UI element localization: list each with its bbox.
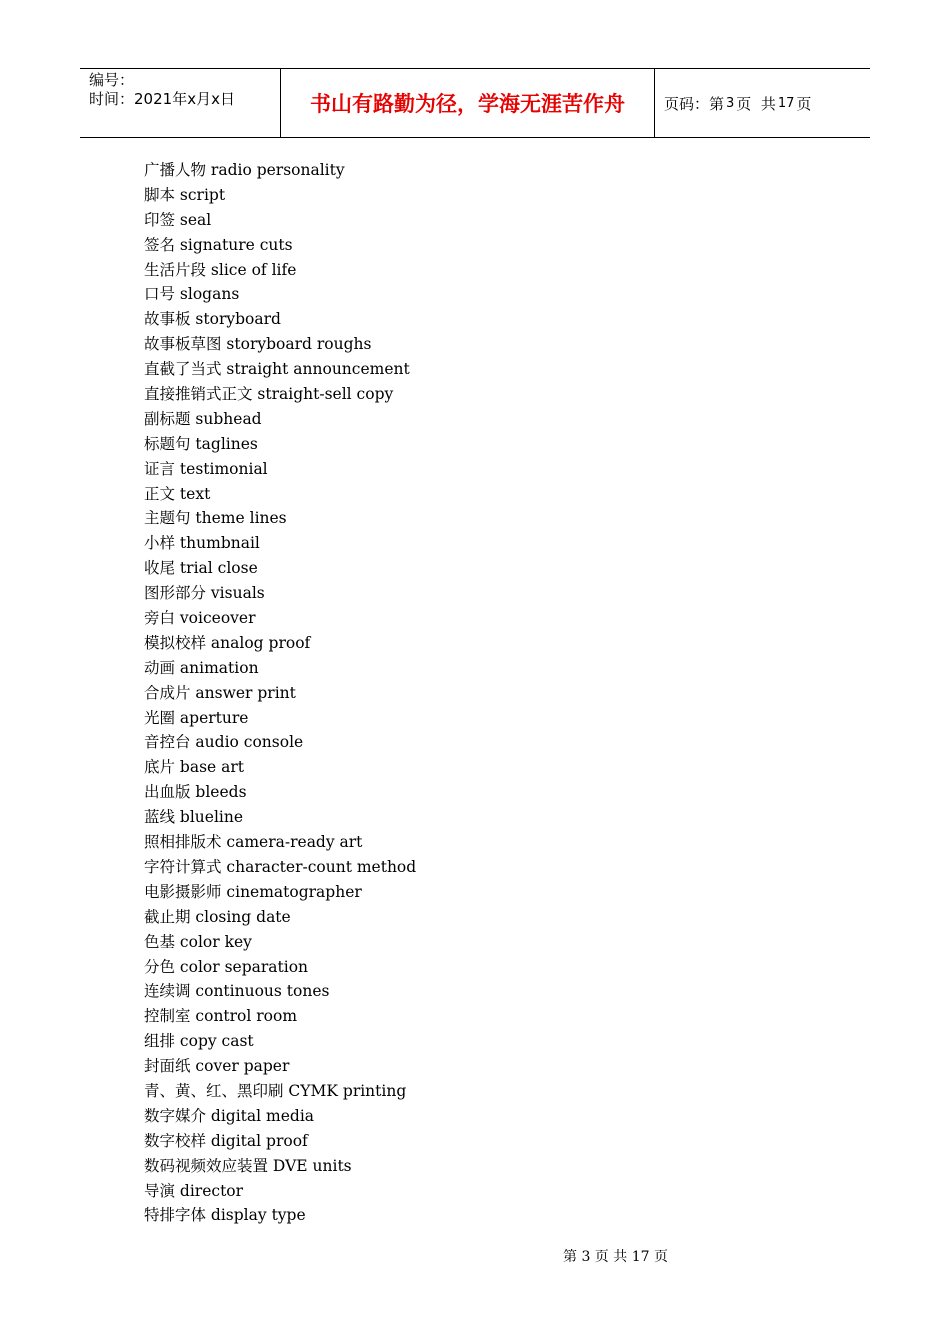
glossary-entry: 电影摄影师 cinematographer bbox=[144, 882, 362, 901]
glossary-entry: 照相排版术 camera-ready art bbox=[144, 833, 363, 852]
glossary-entry: 模拟校样 analog proof bbox=[144, 633, 311, 652]
date-value: 2021年x月x日 bbox=[134, 90, 235, 108]
glossary-entry: 副标题 subhead bbox=[144, 409, 262, 428]
page-unit: 页 bbox=[736, 94, 752, 113]
code-label: 编号： bbox=[89, 71, 135, 89]
glossary-entry: 数字校样 digital proof bbox=[144, 1131, 308, 1150]
glossary-entry: 收尾 trial close bbox=[144, 559, 258, 578]
glossary-entry: 正文 text bbox=[144, 484, 211, 503]
glossary-entry: 故事板 storyboard bbox=[144, 310, 281, 329]
page-label: 页码：第 bbox=[664, 94, 725, 113]
glossary-entry: 合成片 answer print bbox=[144, 683, 296, 702]
header-meta bbox=[80, 69, 281, 137]
glossary-entry: 印签 seal bbox=[144, 210, 212, 229]
glossary-entry: 连续调 continuous tones bbox=[144, 982, 330, 1001]
glossary-entry: 主题句 theme lines bbox=[144, 509, 287, 528]
glossary-entry: 底片 base art bbox=[144, 758, 245, 777]
glossary-entry: 直截了当式 straight announcement bbox=[144, 360, 410, 379]
glossary-entry: 图形部分 visuals bbox=[144, 584, 265, 603]
glossary-entry: 音控台 audio console bbox=[144, 733, 304, 752]
glossary-entry: 签名 signature cuts bbox=[144, 235, 293, 254]
glossary-entry: 证言 testimonial bbox=[144, 459, 268, 478]
glossary-entry: 分色 color separation bbox=[144, 957, 309, 976]
glossary-entry: 控制室 control room bbox=[144, 1007, 298, 1026]
glossary-entry: 旁白 voiceover bbox=[144, 609, 256, 628]
glossary-entry: 字符计算式 character-count method bbox=[144, 857, 417, 876]
glossary-entry: 出血版 bleeds bbox=[144, 783, 247, 802]
glossary-entry: 截止期 closing date bbox=[144, 907, 291, 926]
glossary-entry: 直接推销式正文 straight-sell copy bbox=[144, 385, 394, 404]
glossary-entry: 口号 slogans bbox=[144, 285, 240, 304]
glossary-entry: 脚本 script bbox=[144, 185, 226, 204]
glossary-entry: 标题句 taglines bbox=[144, 434, 258, 453]
glossary-entry: 光圈 aperture bbox=[144, 708, 249, 727]
glossary-list bbox=[144, 158, 416, 1228]
header-page-info bbox=[655, 69, 870, 137]
header-motto: 书山有路勤为径，学海无涯苦作舟 bbox=[281, 69, 655, 137]
glossary-entry: 生活片段 slice of life bbox=[144, 260, 297, 279]
total-label: 共 bbox=[760, 94, 776, 113]
glossary-entry: 色基 color key bbox=[144, 932, 252, 951]
glossary-entry: 封面纸 cover paper bbox=[144, 1057, 290, 1076]
glossary-entry: 数码视频效应装置 DVE units bbox=[144, 1156, 352, 1175]
page-header bbox=[80, 68, 870, 138]
date-line bbox=[89, 90, 280, 109]
glossary-entry: 组排 copy cast bbox=[144, 1032, 254, 1051]
glossary-entry: 小样 thumbnail bbox=[144, 534, 260, 553]
glossary-entry: 故事板草图 storyboard roughs bbox=[144, 335, 372, 354]
glossary-entry: 广播人物 radio personality bbox=[144, 161, 345, 179]
page-footer: 第 3 页 共 17 页 bbox=[563, 1249, 668, 1265]
total-pages: 17 bbox=[777, 95, 795, 111]
glossary-entry: 导演 director bbox=[144, 1181, 244, 1200]
total-unit: 页 bbox=[796, 94, 812, 113]
glossary-entry: 特排字体 display type bbox=[144, 1206, 306, 1225]
glossary-entry: 动画 animation bbox=[144, 658, 259, 677]
page-number: 3 bbox=[726, 95, 735, 111]
glossary-entry: 青、黄、红、黑印刷 CYMK printing bbox=[144, 1081, 407, 1100]
glossary-entry: 数字媒介 digital media bbox=[144, 1106, 315, 1125]
glossary-entry: 蓝线 blueline bbox=[144, 808, 244, 827]
time-label: 时间： bbox=[89, 90, 135, 108]
